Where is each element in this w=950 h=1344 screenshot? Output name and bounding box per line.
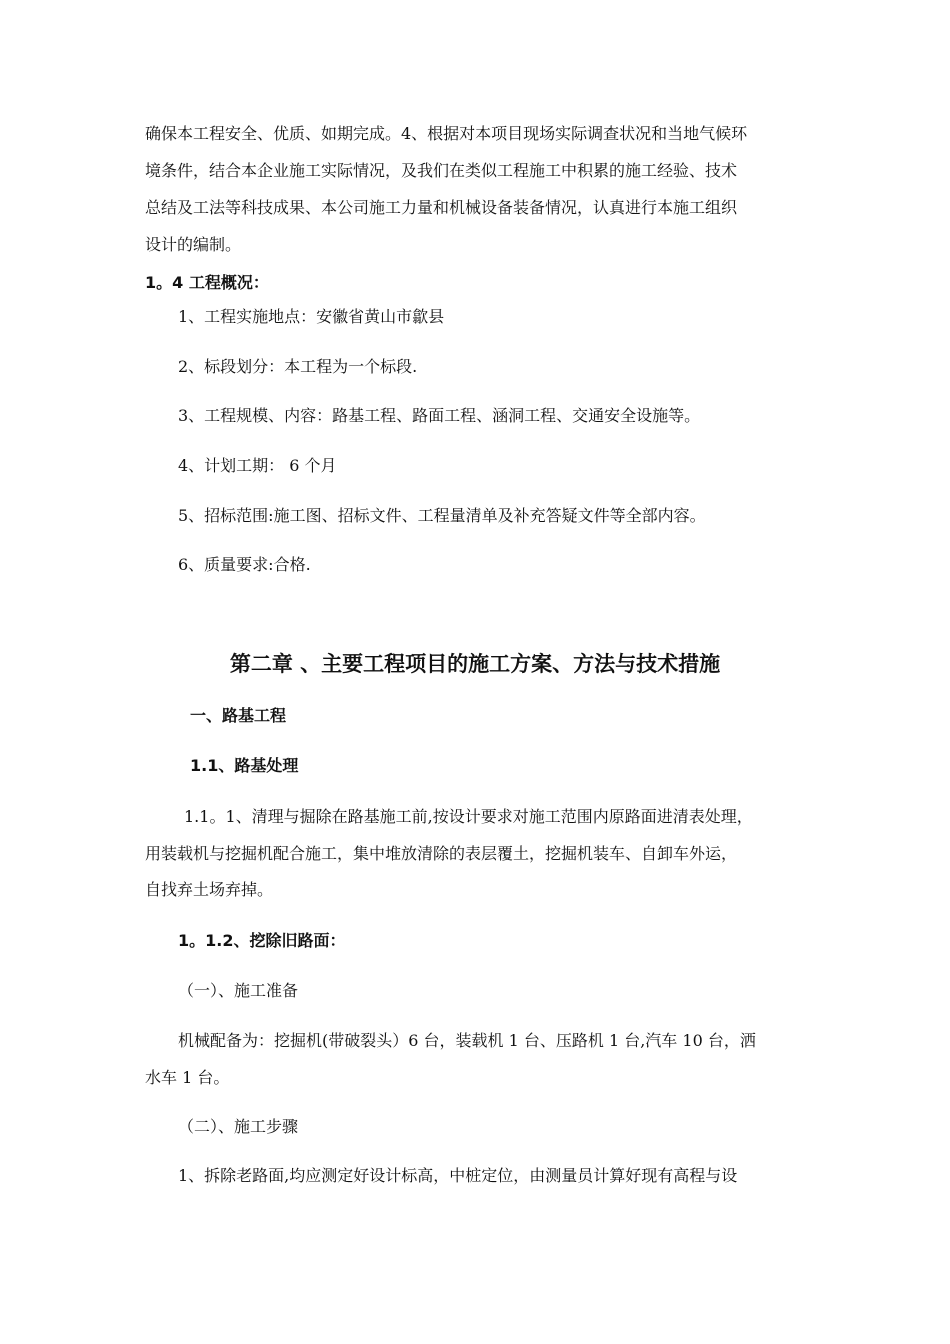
overview-item: 3、工程规模、内容：路基工程、路面工程、涵洞工程、交通安全设施等。	[178, 406, 701, 425]
paragraph-line: 自找弃土场弃掉。	[145, 880, 274, 899]
subsection-heading-roadbed-treatment: 1.1、路基处理	[190, 756, 299, 775]
paragraph-line: 用装载机与挖掘机配合施工，集中堆放清除的表层覆土，挖掘机装车、自卸车外运，	[145, 844, 738, 863]
overview-item: 4、计划工期： 6 个月	[178, 456, 337, 475]
intro-line-3: 总结及工法等科技成果、本公司施工力量和机械设备装备情况，认真进行本施工组织	[145, 198, 738, 217]
prep-line: 机械配备为：挖掘机(带破裂头）6 台，装载机 1 台、压路机 1 台,汽车 10 台，洒	[178, 1031, 756, 1050]
overview-item: 6、质量要求:合格.	[178, 555, 311, 574]
intro-line-2: 境条件，结合本企业施工实际情况，及我们在类似工程施工中积累的施工经验、技术	[145, 161, 738, 180]
steps-heading: （二）、施工步骤	[178, 1117, 299, 1136]
section-heading-roadbed: 一、路基工程	[190, 706, 287, 725]
chapter-title: 第二章 、主要工程项目的施工方案、方法与技术措施	[229, 652, 721, 676]
intro-line-4: 设计的编制。	[145, 235, 242, 254]
overview-item: 2、标段划分：本工程为一个标段.	[178, 357, 418, 376]
paragraph-line: 1.1。1、清理与掘除在路基施工前,按设计要求对施工范围内原路面进清表处理，	[184, 807, 753, 826]
subsection-heading-remove-old-pavement: 1。1.2、挖除旧路面：	[178, 931, 346, 950]
prep-heading: （一）、施工准备	[178, 981, 299, 1000]
overview-item: 1、工程实施地点：安徽省黄山市歙县	[178, 307, 445, 326]
intro-line-1: 确保本工程安全、优质、如期完成。4、根据对本项目现场实际调查状况和当地气候环	[145, 124, 748, 143]
overview-item: 5、招标范围:施工图、招标文件、工程量清单及补充答疑文件等全部内容。	[178, 506, 706, 525]
prep-line: 水车 1 台。	[145, 1068, 230, 1087]
overview-heading: 1。4 工程概况：	[145, 273, 269, 292]
steps-line: 1、拆除老路面,均应测定好设计标高，中桩定位，由测量员计算好现有高程与设	[178, 1166, 738, 1185]
